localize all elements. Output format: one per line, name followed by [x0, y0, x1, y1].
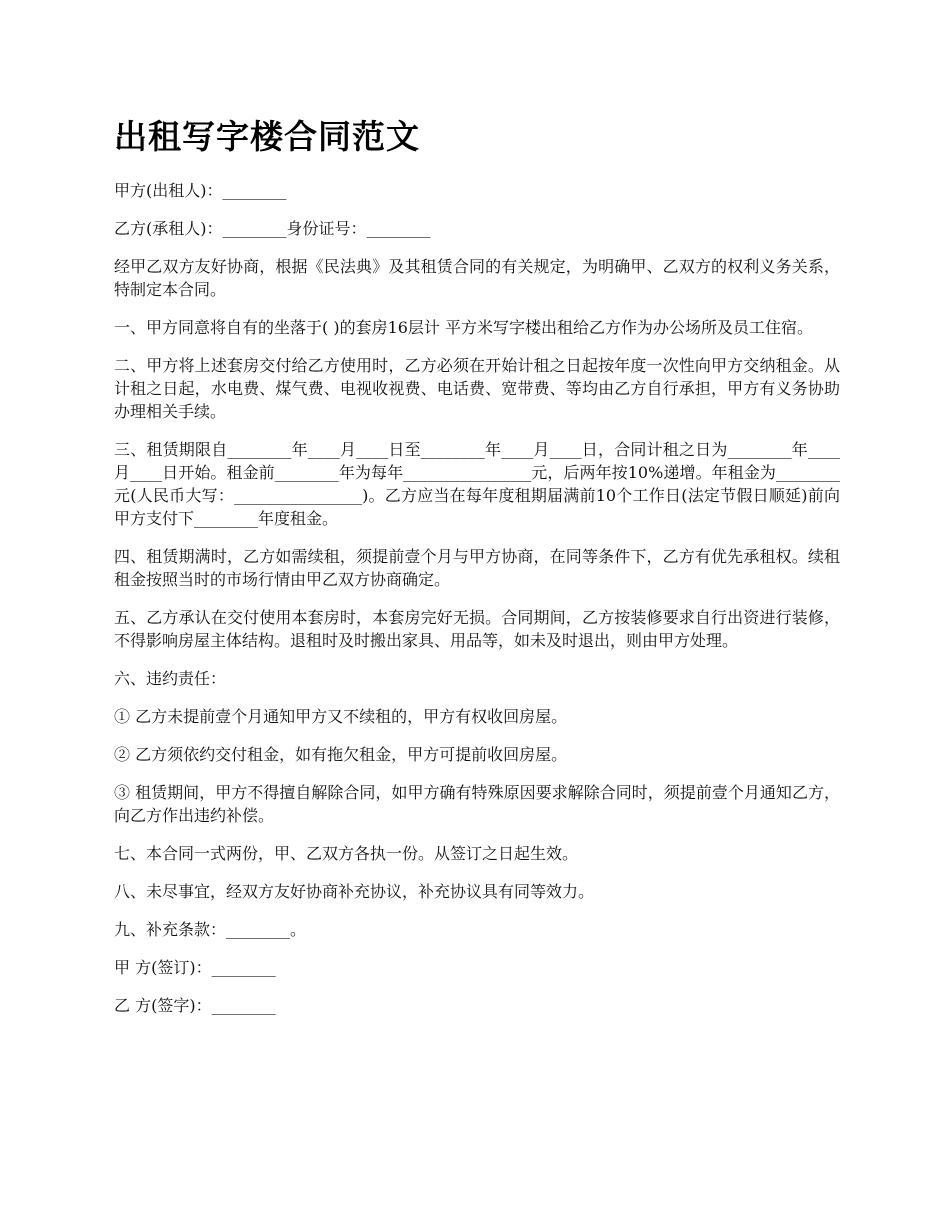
clause-7: 七、本合同一式两份，甲、乙双方各执一份。从签订之日起生效。 [114, 844, 579, 863]
clause-6-item-3: ③ 租赁期间，甲方不得擅自解除合同，如甲方确有特殊原因要求解除合同时，须提前壹个月通知乙方，向乙方作出违约补偿。 [114, 783, 840, 825]
party-b-line: 乙方(承租人)：________身份证号：________ [114, 219, 431, 238]
document-body [114, 179, 840, 1017]
preamble-paragraph: 经甲乙双方友好协商，根据《民法典》及其租赁合同的有关规定，为明确甲、乙双方的权利义务关系，特制定本合同。 [114, 257, 840, 299]
clause-3: 三、租赁期限自________年____月____日至________年____月____日，合同计租之日为________年____月____日开始。租金前________年为每年________________元，后两年按10%递增。年租金为________元(人民币大写：________________)。乙方应当在每年度租期届满前10个工作日(法定节假日顺延)前向甲方支付下________年度租金。 [114, 440, 840, 528]
party-a-line: 甲方(出租人)：________ [114, 181, 287, 200]
clause-8: 八、未尽事宜，经双方友好协商补充协议，补充协议具有同等效力。 [114, 882, 595, 901]
clause-6-item-2: ② 乙方须依约交付租金，如有拖欠租金，甲方可提前收回房屋。 [114, 745, 568, 764]
document-page [114, 0, 840, 1032]
clause-4: 四、租赁期满时，乙方如需续租，须提前壹个月与甲方协商，在同等条件下，乙方有优先承租权。续租租金按照当时的市场行情由甲乙双方协商确定。 [114, 547, 840, 589]
clause-6-item-1: ① 乙方未提前壹个月通知甲方又不续租的，甲方有权收回房屋。 [114, 707, 568, 726]
clause-5: 五、乙方承认在交付使用本套房时，本套房完好无损。合同期间，乙方按装修要求自行出资进行装修，不得影响房屋主体结构。退租时及时搬出家具、用品等，如未及时退出，则由甲方处理。 [114, 608, 840, 650]
clause-2: 二、甲方将上述套房交付给乙方使用时，乙方必须在开始计租之日起按年度一次性向甲方交纳租金。从计租之日起，水电费、煤气费、电视收视费、电话费、宽带费、等均由乙方自行承担，甲方有义务协助办理相关手续。 [114, 356, 840, 421]
clause-9: 九、补充条款：________。 [114, 920, 307, 939]
party-a-signature-line: 甲 方(签订)：________ [114, 958, 276, 977]
document-title: 出租写字楼合同范文 [114, 117, 420, 156]
clause-6-heading: 六、违约责任： [114, 669, 227, 688]
clause-1: 一、甲方同意将自有的坐落于( )的套房16层计 平方米写字楼出租给乙方作为办公场所及员工住宿。 [114, 318, 814, 337]
party-b-signature-line: 乙 方(签字)：________ [114, 996, 276, 1015]
